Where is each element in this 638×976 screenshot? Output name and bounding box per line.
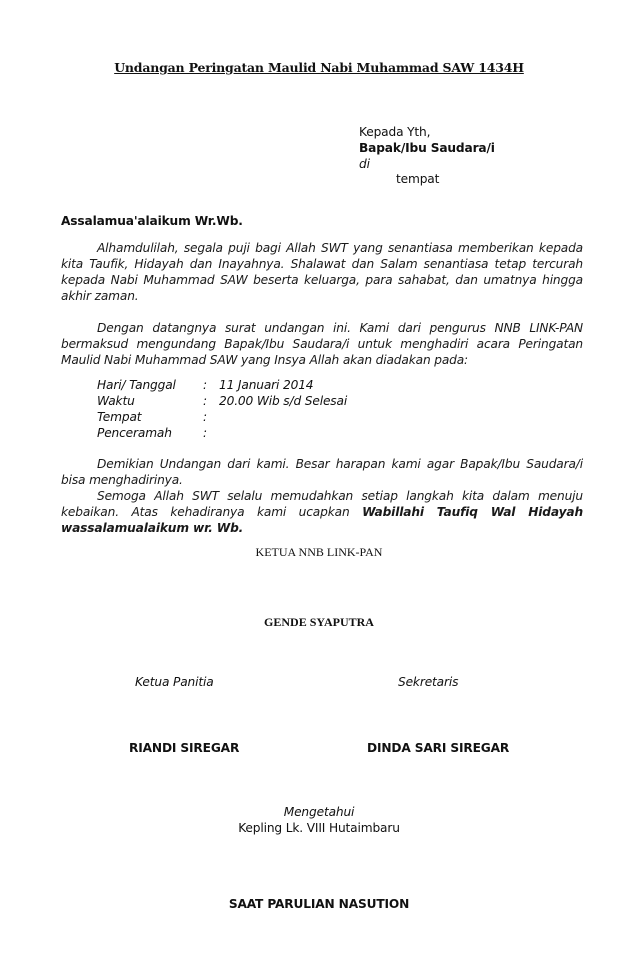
detail-value: 20.00 Wib s/d Selesai	[219, 394, 348, 408]
detail-row-date	[97, 378, 497, 394]
ack-name: SAAT PARULIAN NASUTION	[228, 897, 410, 911]
detail-label: Tempat	[97, 410, 142, 424]
chair-title: KETUA NNB LINK-PAN	[255, 545, 383, 559]
address-line-1: Kepada Yth,	[359, 125, 431, 139]
ack-org: Kepling Lk. VIII Hutaimbaru	[238, 821, 400, 835]
letter-title: Undangan Peringatan Maulid Nabi Muhammad SAW 1434H	[114, 60, 524, 75]
paragraph-invitation-text: Dengan datangnya surat undangan ini. Kami dari pengurus NNB LINK-PAN bermaksud mengundang Bapak/Ibu Saudara/i untuk menghadiri acara Peringatan Maulid Nabi Muhammad SAW yang Insya Allah akan diadakan pada:	[61, 321, 583, 367]
committee-role: Ketua Panitia	[135, 675, 214, 689]
paragraph-prayer	[61, 488, 583, 536]
detail-label: Waktu	[97, 394, 135, 408]
address-line-4: tempat	[396, 172, 440, 186]
paragraph-opening-text: Alhamdulilah, segala puji bagi Allah SWT yang senantiasa memberikan kepada kita Taufik, Hidayah dan Inayahnya. Shalawat dan Salam senantiasa tetap tercurah kepada Nabi Muhammad SAW beserta keluarga, para sahabat, dan umatnya hingga akhir zaman.	[61, 241, 583, 303]
detail-colon: :	[203, 426, 207, 440]
address-line-3: di	[359, 157, 370, 171]
paragraph-opening	[61, 240, 583, 304]
detail-row-speaker	[97, 426, 497, 442]
chair-name: GENDE SYAPUTRA	[264, 615, 374, 629]
paragraph-closing-text: Demikian Undangan dari kami. Besar harapan kami agar Bapak/Ibu Saudara/i bisa menghadirinya.	[61, 457, 583, 487]
ack-label: Mengetahui	[283, 805, 355, 819]
secretary-name: DINDA SARI SIREGAR	[367, 741, 510, 755]
paragraph-closing	[61, 456, 583, 488]
detail-value: 11 Januari 2014	[219, 378, 314, 392]
detail-colon: :	[203, 378, 207, 392]
paragraph-invitation	[61, 320, 583, 368]
detail-row-time	[97, 394, 497, 410]
detail-label: Penceramah	[97, 426, 172, 440]
detail-colon: :	[203, 394, 207, 408]
paragraph-prayer-text: Semoga Allah SWT selalu memudahkan setiap langkah kita dalam menuju kebaikan. Atas kehadiranya kami ucapkan	[61, 489, 583, 519]
greeting: Assalamua'alaikum Wr.Wb.	[61, 214, 243, 228]
secretary-role: Sekretaris	[398, 675, 459, 689]
committee-name: RIANDI SIREGAR	[129, 741, 240, 755]
address-recipient: Bapak/Ibu Saudara/i	[359, 141, 495, 155]
detail-label: Hari/ Tanggal	[97, 378, 176, 392]
paragraph-prayer-salutation: Wabillahi Taufiq Wal Hidayah wassalamualaikum wr. Wb.	[61, 505, 583, 535]
detail-colon: :	[203, 410, 207, 424]
detail-row-place	[97, 410, 497, 426]
